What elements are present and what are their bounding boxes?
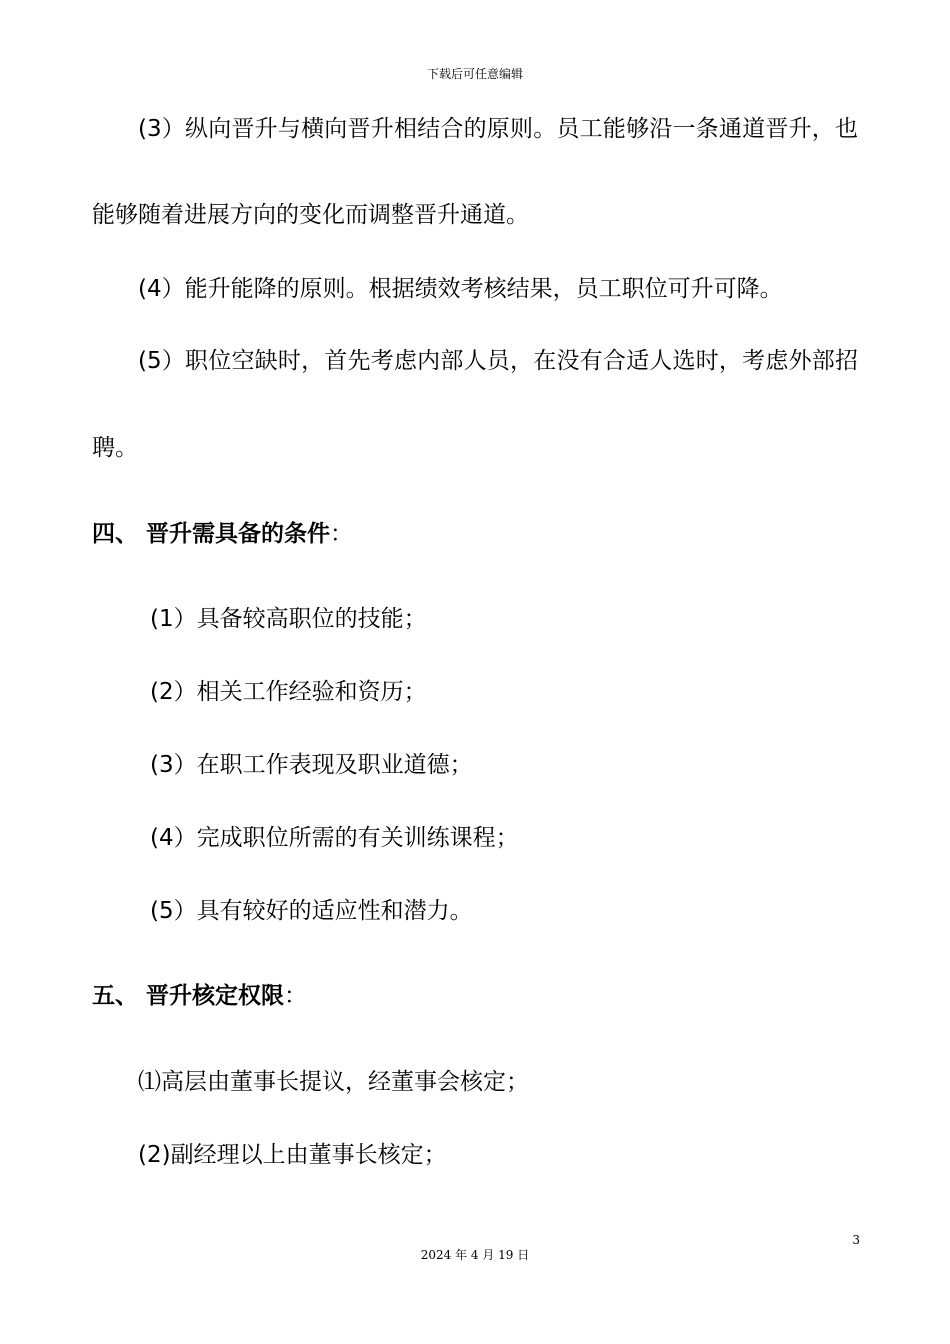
section-4-heading	[92, 518, 353, 550]
authority-item-2: (2)副经理以上由董事长核定；	[138, 1142, 447, 1168]
section-5-heading-text: 五、 晋升核定权限	[92, 983, 285, 1009]
principle-3-line-1: (3）纵向晋升与横向晋升相结合的原则。员工能够沿一条通道晋升，也	[138, 116, 858, 142]
condition-item-3: (3）在职工作表现及职业道德；	[150, 752, 473, 778]
principle-4: (4）能升能降的原则。根据绩效考核结果，员工职位可升可降。	[138, 276, 783, 302]
condition-item-4: (4）完成职位所需的有关训练课程；	[150, 825, 519, 851]
principle-5-line-2: 聘。	[92, 435, 138, 461]
section-5-heading-colon: ：	[284, 983, 308, 1009]
principle-3-line-2: 能够随着进展方向的变化而调整晋升通道。	[92, 202, 529, 228]
page-number: 3	[852, 1233, 860, 1247]
section-4-heading-colon: ：	[330, 521, 354, 547]
authority-item-1: ⑴高层由董事长提议，经董事会核定；	[138, 1069, 529, 1095]
header-note: 下载后可任意编辑	[426, 67, 523, 81]
section-5-heading	[92, 980, 307, 1012]
section-4-heading-text: 四、 晋升需具备的条件	[92, 521, 331, 547]
principle-5-line-1: (5）职位空缺时，首先考虑内部人员，在没有合适人选时，考虑外部招	[138, 348, 858, 374]
footer-date: 2024 年 4 月 19 日	[420, 1248, 530, 1262]
condition-item-5: (5）具有较好的适应性和潜力。	[150, 898, 473, 924]
condition-item-1: (1）具备较高职位的技能；	[150, 606, 427, 632]
condition-item-2: (2）相关工作经验和资历；	[150, 679, 427, 705]
